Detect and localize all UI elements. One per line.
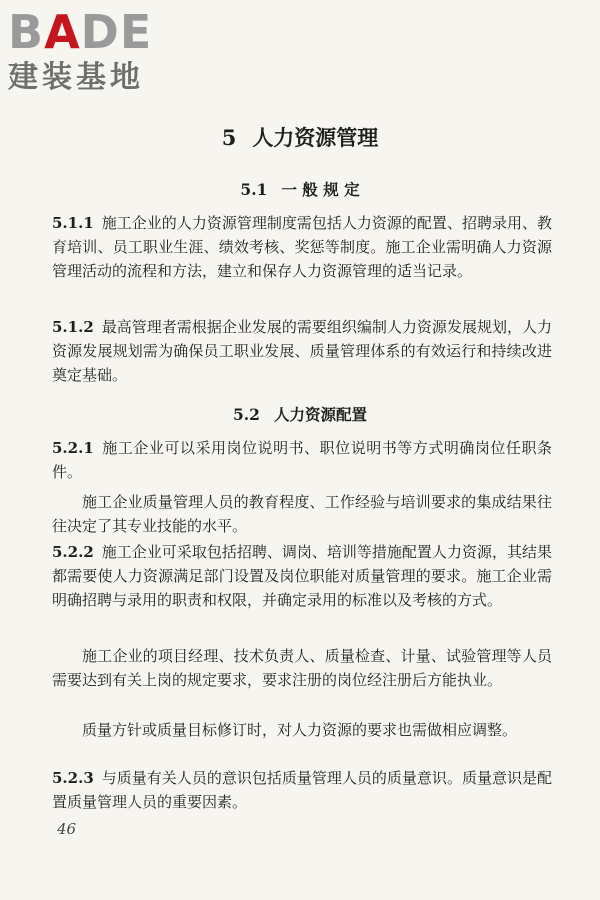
section-title (0, 178, 600, 200)
clause-text: 施工企业可采取包括招聘、调岗、培训等措施配置人力资源，其结果都需要使人力资源满足部门设置及岗位职能对质量管理的要求。施工企业需明确招聘与录用的职责和权限，并确定录用的标准以及考核的方式。 (52, 543, 552, 609)
section-number: 5.1 (240, 180, 268, 199)
logo-letter-accent: A (44, 5, 81, 59)
logo-letter: D (80, 5, 120, 59)
bade-logo (8, 5, 178, 98)
clause-number: 5.2.1 (52, 439, 94, 457)
clause-paragraph (52, 436, 552, 484)
clause-paragraph (52, 766, 552, 814)
clause-number: 5.1.1 (52, 214, 94, 232)
clause-paragraph (52, 211, 552, 283)
logo-chinese-name: 建装基地 (8, 60, 144, 95)
logo-letter: E (119, 5, 153, 59)
paragraph-text: 施工企业质量管理人员的教育程度、工作经验与培训要求的集成结果往往决定了其专业技能的水平。 (52, 493, 552, 535)
clause-number: 5.2.3 (52, 769, 94, 787)
clause-text: 施工企业的人力资源管理制度需包括人力资源的配置、招聘录用、教育培训、员工职业生涯、绩效考核、奖惩等制度。施工企业需明确人力资源管理活动的流程和方法，建立和保存人力资源管理的适当记录。 (52, 214, 552, 280)
chapter-title (0, 122, 600, 152)
section-title (0, 403, 600, 425)
clause-paragraph (52, 315, 552, 387)
logo-wordmark (8, 5, 178, 59)
clause-number: 5.2.2 (52, 543, 94, 561)
body-paragraph (52, 718, 552, 742)
chapter-number: 5 (221, 125, 237, 150)
clause-text: 施工企业可以采用岗位说明书、职位说明书等方式明确岗位任职条件。 (52, 439, 552, 481)
body-paragraph (52, 644, 552, 692)
body-paragraph (52, 490, 552, 538)
clause-text: 最高管理者需根据企业发展的需要组织编制人力资源发展规划，人力资源发展规划需为确保员工职业发展、质量管理体系的有效运行和持续改进奠定基础。 (52, 318, 552, 384)
clause-number: 5.1.2 (52, 318, 94, 336)
logo-letter: B (8, 5, 45, 59)
paragraph-text: 施工企业的项目经理、技术负责人、质量检查、计量、试验管理等人员需要达到有关上岗的规定要求，要求注册的岗位经注册后方能执业。 (52, 647, 552, 689)
chapter-title-text: 人力资源管理 (252, 125, 379, 150)
section-number: 5.2 (233, 405, 260, 424)
clause-paragraph (52, 540, 552, 612)
paragraph-text: 质量方针或质量目标修订时，对人力资源的要求也需做相应调整。 (82, 721, 518, 739)
section-title-text: 人力资源配置 (273, 405, 367, 424)
page-number: 46 (57, 820, 77, 838)
clause-text: 与质量有关人员的意识包括质量管理人员的质量意识。质量意识是配置质量管理人员的重要因素。 (52, 769, 552, 811)
section-title-text: 一 般 规 定 (281, 180, 360, 199)
